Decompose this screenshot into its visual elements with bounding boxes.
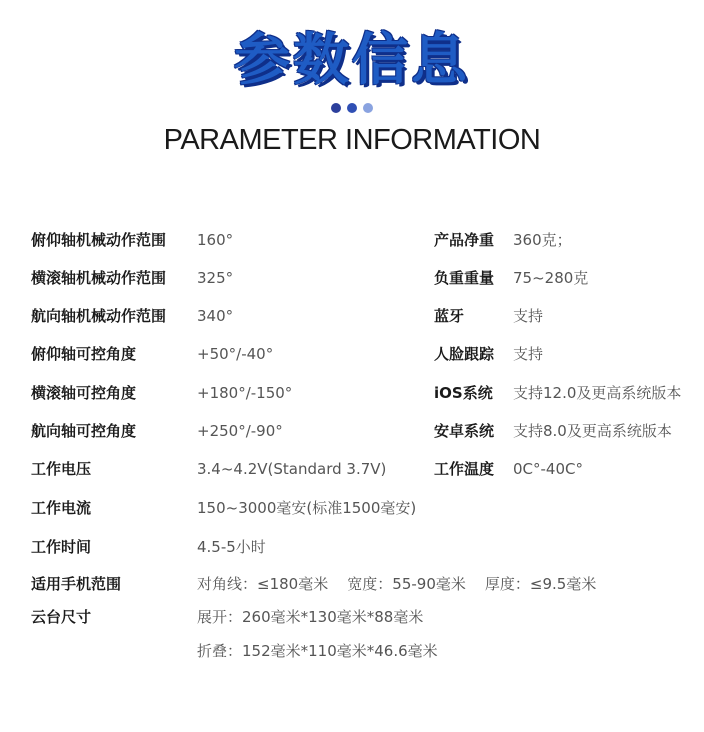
param-value: 0C°-40C° (513, 460, 583, 478)
param-value: 展开：260毫米*130毫米*88毫米 (197, 608, 424, 626)
param-label: 蓝牙 (434, 307, 465, 325)
param-label: 产品净重 (434, 231, 495, 249)
param-label: 航向轴可控角度 (31, 422, 137, 440)
param-value: 150~3000毫安(标准1500毫安) (197, 499, 417, 517)
param-value: 160° (197, 231, 234, 249)
param-value: 3.4~4.2V(Standard 3.7V) (197, 460, 387, 478)
param-row (0, 266, 704, 290)
param-label: 俯仰轴机械动作范围 (31, 231, 167, 249)
param-row (0, 496, 704, 520)
param-row (0, 228, 704, 252)
param-row (0, 381, 704, 405)
param-value: +50°/-40° (197, 345, 274, 363)
param-value: 支持12.0及更高系统版本 (513, 384, 682, 402)
param-label: 横滚轴可控角度 (31, 384, 137, 402)
param-label: 俯仰轴可控角度 (31, 345, 137, 363)
param-value: 75~280克 (513, 269, 589, 287)
page-title-chinese: 参数信息 (234, 28, 470, 93)
param-value: 340° (197, 307, 234, 325)
param-row (0, 304, 704, 328)
param-label: 云台尺寸 (31, 608, 92, 626)
param-row (0, 572, 704, 596)
param-label: 横滚轴机械动作范围 (31, 269, 167, 287)
param-label: 安卓系统 (434, 422, 495, 440)
param-value: 对角线：≤180毫米 宽度：55-90毫米 厚度：≤9.5毫米 (197, 575, 597, 593)
param-label: 工作电流 (31, 499, 92, 517)
param-label: 工作时间 (31, 538, 92, 556)
param-row (0, 605, 704, 629)
param-row (0, 535, 704, 559)
param-label: 负重重量 (434, 269, 495, 287)
param-value: 360克； (513, 231, 572, 249)
param-row (0, 419, 704, 443)
param-label: 工作温度 (434, 460, 495, 478)
param-label: 适用手机范围 (31, 575, 122, 593)
param-row (0, 639, 704, 663)
page-title-english: PARAMETER INFORMATION (163, 124, 541, 156)
param-value: +250°/-90° (197, 422, 283, 440)
param-label: 工作电压 (31, 460, 92, 478)
param-value: 325° (197, 269, 234, 287)
param-row (0, 342, 704, 366)
param-value: +180°/-150° (197, 384, 293, 402)
param-label: 人脸跟踪 (434, 345, 495, 363)
param-value: 折叠：152毫米*110毫米*46.6毫米 (197, 642, 438, 660)
param-value: 支持 (513, 345, 544, 363)
param-value: 支持8.0及更高系统版本 (513, 422, 672, 440)
param-value: 支持 (513, 307, 544, 325)
param-row (0, 457, 704, 481)
param-label: 航向轴机械动作范围 (31, 307, 167, 325)
param-label: iOS系统 (434, 384, 493, 402)
param-value: 4.5-5小时 (197, 538, 266, 556)
